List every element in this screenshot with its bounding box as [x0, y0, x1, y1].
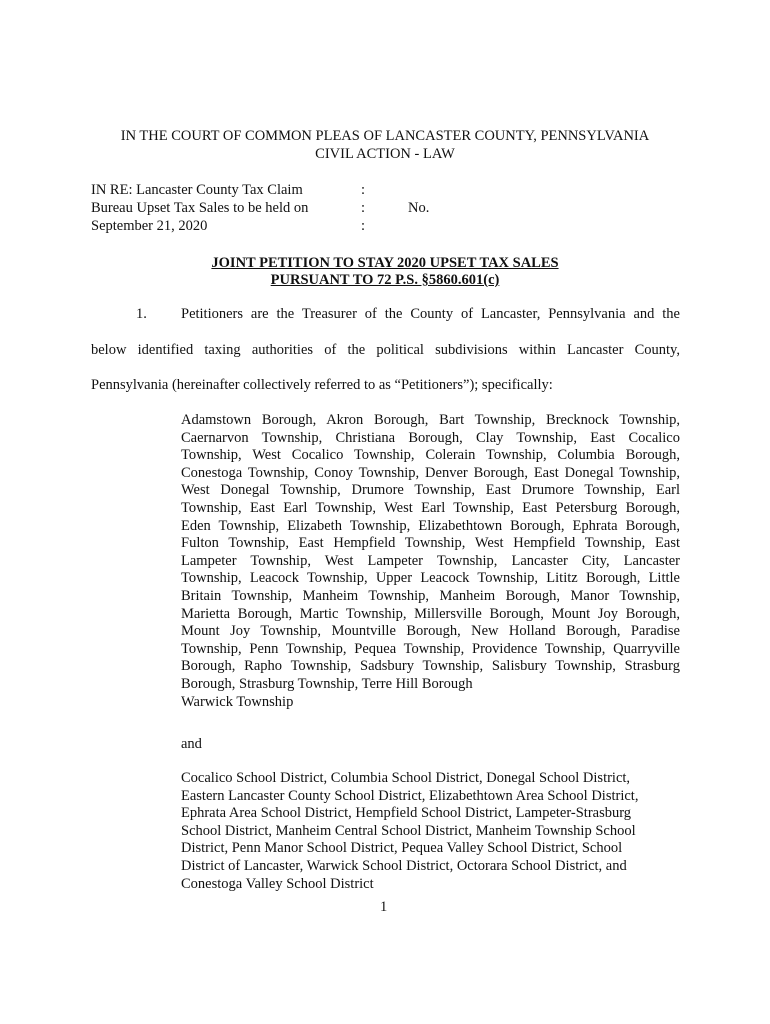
court-header-line2: CIVIL ACTION - LAW [315, 146, 455, 162]
school-district-line: School District, Manheim Central School District, Manheim Township School [181, 822, 636, 839]
municipality-line: Conestoga Township, Conoy Township, Denver Borough, East Donegal Township, [181, 464, 680, 481]
case-number-label: No. [408, 200, 430, 216]
municipality-line: Township, East Earl Township, West Earl Township, East Petersburg Borough, [181, 499, 680, 516]
municipality-line: Lampeter Township, West Lampeter Township, Lancaster City, Lancaster [181, 552, 680, 569]
caption-line: September 21, 2020 [91, 218, 208, 234]
municipalities-list [181, 412, 680, 711]
petition-title-line2: PURSUANT TO 72 P.S. §5860.601(c) [270, 272, 500, 288]
school-district-line: Ephrata Area School District, Hempfield School District, Lampeter-Strasburg [181, 805, 632, 822]
paragraph-line: Petitioners are the Treasurer of the County of Lancaster, Pennsylvania and the [181, 306, 680, 322]
caption-separators [361, 181, 365, 235]
municipality-line: Marietta Borough, Martic Township, Millersville Borough, Mount Joy Borough, [181, 605, 680, 622]
municipality-line: Borough, Strasburg Township, Terre Hill Borough [181, 675, 473, 692]
paragraph-number: 1. [136, 306, 147, 322]
case-caption [91, 181, 308, 235]
school-district-line: Cocalico School District, Columbia School District, Donegal School District, [181, 770, 631, 786]
municipality-line: Township, West Cocalico Township, Colerain Township, Columbia Borough, [181, 447, 680, 464]
caption-colon: : [361, 200, 366, 216]
paragraph-line: below identified taxing authorities of the political subdivisions within Lancaster County, [91, 342, 680, 358]
caption-colon: : [361, 182, 366, 198]
school-district-line: District of Lancaster, Warwick School District, Octorara School District, and [181, 857, 627, 874]
municipality-line: Britain Township, Manheim Township, Manheim Borough, Manor Township, [181, 587, 680, 604]
school-district-line: Eastern Lancaster County School District, Elizabethtown Area School District, [181, 787, 639, 804]
municipality-line: West Donegal Township, Drumore Township, East Drumore Township, Earl [181, 482, 680, 499]
municipality-line: Township, Penn Township, Pequea Township, Providence Township, Quarryville [181, 640, 680, 657]
municipality-line: Adamstown Borough, Akron Borough, Bart Township, Brecknock Township, [181, 412, 680, 428]
court-header-line1: IN THE COURT OF COMMON PLEAS OF LANCASTER COUNTY, PENNSYLVANIA [120, 128, 650, 144]
municipality-line: Borough, Rapho Township, Sadsbury Township, Salisbury Township, Strasburg [181, 658, 680, 675]
caption-line: IN RE: Lancaster County Tax Claim [91, 182, 303, 198]
page-number: 1 [380, 899, 388, 915]
municipality-line: Eden Township, Elizabeth Township, Elizabethtown Borough, Ephrata Borough, [181, 517, 680, 534]
caption-colon: : [361, 218, 366, 234]
petition-title-line1: JOINT PETITION TO STAY 2020 UPSET TAX SALES [211, 255, 559, 271]
municipality-line: Mount Joy Township, Mountville Borough, New Holland Borough, Paradise [181, 623, 680, 640]
petition-title [0, 255, 770, 289]
school-district-line: District, Penn Manor School District, Pequea Valley School District, School [181, 840, 623, 857]
municipality-line: Caernarvon Township, Christiana Borough, Clay Township, East Cocalico [181, 429, 680, 446]
court-header [0, 127, 770, 163]
conjunction-and: and [181, 736, 202, 752]
municipality-line: Warwick Township [181, 693, 294, 710]
municipality-line: Township, Leacock Township, Upper Leacock Township, Lititz Borough, Little [181, 570, 680, 587]
municipality-line: Fulton Township, East Hempfield Township, West Hempfield Township, East [181, 535, 680, 552]
school-district-line: Conestoga Valley School District [181, 875, 374, 892]
caption-line: Bureau Upset Tax Sales to be held on [91, 200, 309, 216]
school-districts-list [181, 770, 661, 893]
paragraph-line: Pennsylvania (hereinafter collectively referred to as “Petitioners”); specifically: [91, 377, 553, 393]
